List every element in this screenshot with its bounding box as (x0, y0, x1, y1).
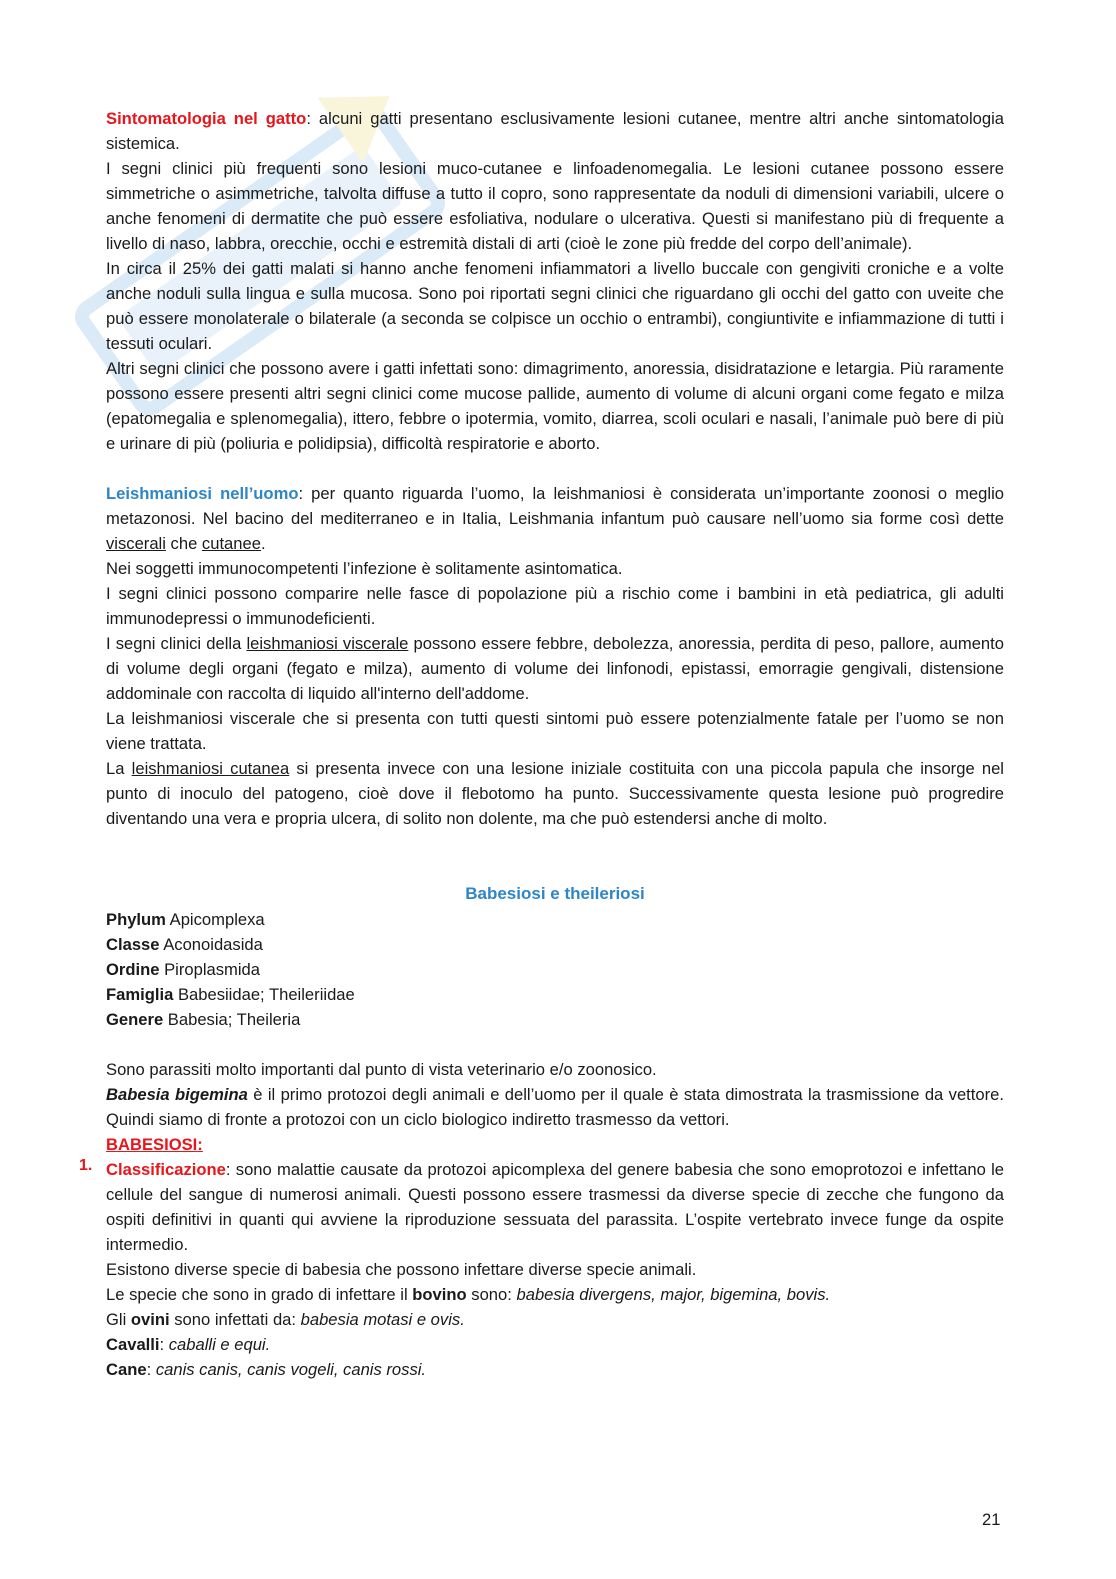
species-line-bovino: Le specie che sono in grado di infettare il bovino sono: babesia divergens, major, bigemina, bovis. (106, 1285, 831, 1304)
document-page (79, 106, 1004, 1382)
numbered-item-classificazione: 1. Classificazione: sono malattie causate da protozoi apicomplexa del genere babesia che sono emoprotozoi e infettano le cellule del sangue di numerosi animali. Questi possono essere trasmessi da diverse specie di zecche che fungono da ospiti definitivi in quanti qui avviene la riproduzione sessuata del parassita. L’ospite vertebrato invece funge da ospite intermedio. Esistono diverse specie di babesia che possono infettare diverse specie animali. Le specie che sono in grado di infettare il bovino sono: babesia divergens, major, bigemina, bovis. Gli ovini sono infettati da: babesia motasi e ovis. Cavalli: caballi e equi. Cane: canis canis, canis vogeli, canis rossi. (106, 1157, 1004, 1382)
list-number: 1. (79, 1157, 93, 1174)
taxonomy-row: Genere Babesia; Theileria (106, 1010, 301, 1029)
man-paragraph-5: La leishmaniosi viscerale che si presenta con tutti questi sintomi può essere potenzialmente fatale per l’uomo se non viene trattata. (106, 709, 1004, 753)
species-line: Esistono diverse specie di babesia che possono infettare diverse specie animali. (106, 1260, 697, 1279)
cat-paragraph-2: In circa il 25% dei gatti malati si hanno anche fenomeni infiammatori a livello buccale con gengiviti croniche e a volte anche noduli sulla lingua e sulla mucosa. Sono poi riportati segni clinici che riguardano gli occhi del gatto con uveite che può essere monolaterale o bilaterale (a seconda se colpisce un occhio o entrambi), congiuntivite e infiammazione di tutti i tessuti oculari. (106, 259, 1004, 353)
cat-paragraph-3: Altri segni clinici che possono avere i gatti infettati sono: dimagrimento, anoressia, disidratazione e letargia. Più raramente possono essere presenti altri segni clinici come mucose pallide, aumento di volume di alcuni organi come fegato e milza (epatomegalia e splenomegalia), ittero, febbre o ipotermia, vomito, diarrea, scoli oculari e nasali, l’animale può bere di più e urinare di più (poliuria e polidipsia), difficoltà respiratorie e aborto. (106, 359, 1004, 453)
man-paragraph-4: I segni clinici della leishmaniosi viscerale possono essere febbre, debolezza, anoressia, perdita di peso, pallore, aumento di volume degli organi (fegato e milza), aumento di volume dei linfonodi, epistassi, emorragie gengivali, distensione addominale con raccolta di liquido all'interno dell'addome. (106, 634, 1004, 703)
taxonomy-row: Ordine Piroplasmida (106, 960, 261, 979)
taxonomy-row: Phylum Apicomplexa (106, 910, 265, 929)
page-number: 21 (982, 1510, 1001, 1529)
man-paragraph-1: Leishmaniosi nell’uomo: per quanto riguarda l’uomo, la leishmaniosi è considerata un’importante zoonosi o meglio metazonosi. Nel bacino del mediterraneo e in Italia, Leishmania infantum può causare nell’uomo sia forme così dette viscerali che cutanee. (106, 484, 1004, 553)
taxonomy-list (106, 907, 1004, 1032)
taxonomy-row: Classe Aconoidasida (106, 935, 263, 954)
cat-paragraph-intro: Sintomatologia nel gatto: alcuni gatti presentano esclusivamente lesioni cutanee, mentre altri anche sintomatologia sistemica. (106, 109, 1004, 153)
man-paragraph-6: La leishmaniosi cutanea si presenta invece con una lesione iniziale costituita con una piccola papula che insorge nel punto di inoculo del patogeno, cioè dove il flebotomo ha punto. Successivamente questa lesione può progredire diventando una vera e propria ulcera, di solito non dolente, ma che può estendersi anche di molto. (106, 759, 1004, 828)
man-paragraph-3: I segni clinici possono comparire nelle fasce di popolazione più a rischio come i bambini in età pediatrica, gli adulti immunodepressi o immunodeficienti. (106, 584, 1004, 628)
babesiosi-section-heading: BABESIOSI: (106, 1135, 203, 1154)
cat-paragraph-1: I segni clinici più frequenti sono lesioni muco-cutanee e linfoadenomegalia. Le lesioni cutanee possono essere simmetriche o asimmetriche, talvolta diffuse a tutto il copro, sono rappresentate da noduli di dimensioni variabili, ulcere o anche fenomeni di dermatite che può essere esfoliativa, nodulare o ulcerativa. Questi si manifestano più di frequente a livello di naso, labbra, orecchie, occhi e estremità distali di arti (cioè le zone più fredde del corpo dell’animale). (106, 159, 1004, 253)
babesiosi-paragraph-2: Babesia bigemina è il primo protozoi degli animali e dell’uomo per il quale è stata dimostrata la trasmissione da vettore. Quindi siamo di fronte a protozoi con un ciclo biologico indiretto trasmesso da vettori. (106, 1085, 1004, 1129)
man-heading: Leishmaniosi nell’uomo (106, 484, 299, 503)
classificazione-heading: Classificazione (106, 1160, 226, 1179)
species-line-cavalli: Cavalli: caballi e equi. (106, 1335, 271, 1354)
cat-heading: Sintomatologia nel gatto (106, 109, 307, 128)
species-line-cane: Cane: canis canis, canis vogeli, canis rossi. (106, 1360, 427, 1379)
babesiosi-paragraph-1: Sono parassiti molto importanti dal punto di vista veterinario e/o zoonosico. (106, 1060, 657, 1079)
species-line-ovini: Gli ovini sono infettati da: babesia motasi e ovis. (106, 1310, 465, 1329)
section-title: Babesiosi e theileriosi (465, 884, 645, 903)
man-paragraph-2: Nei soggetti immunocompetenti l’infezione è solitamente asintomatica. (106, 559, 623, 578)
taxonomy-row: Famiglia Babesiidae; Theileriidae (106, 985, 355, 1004)
